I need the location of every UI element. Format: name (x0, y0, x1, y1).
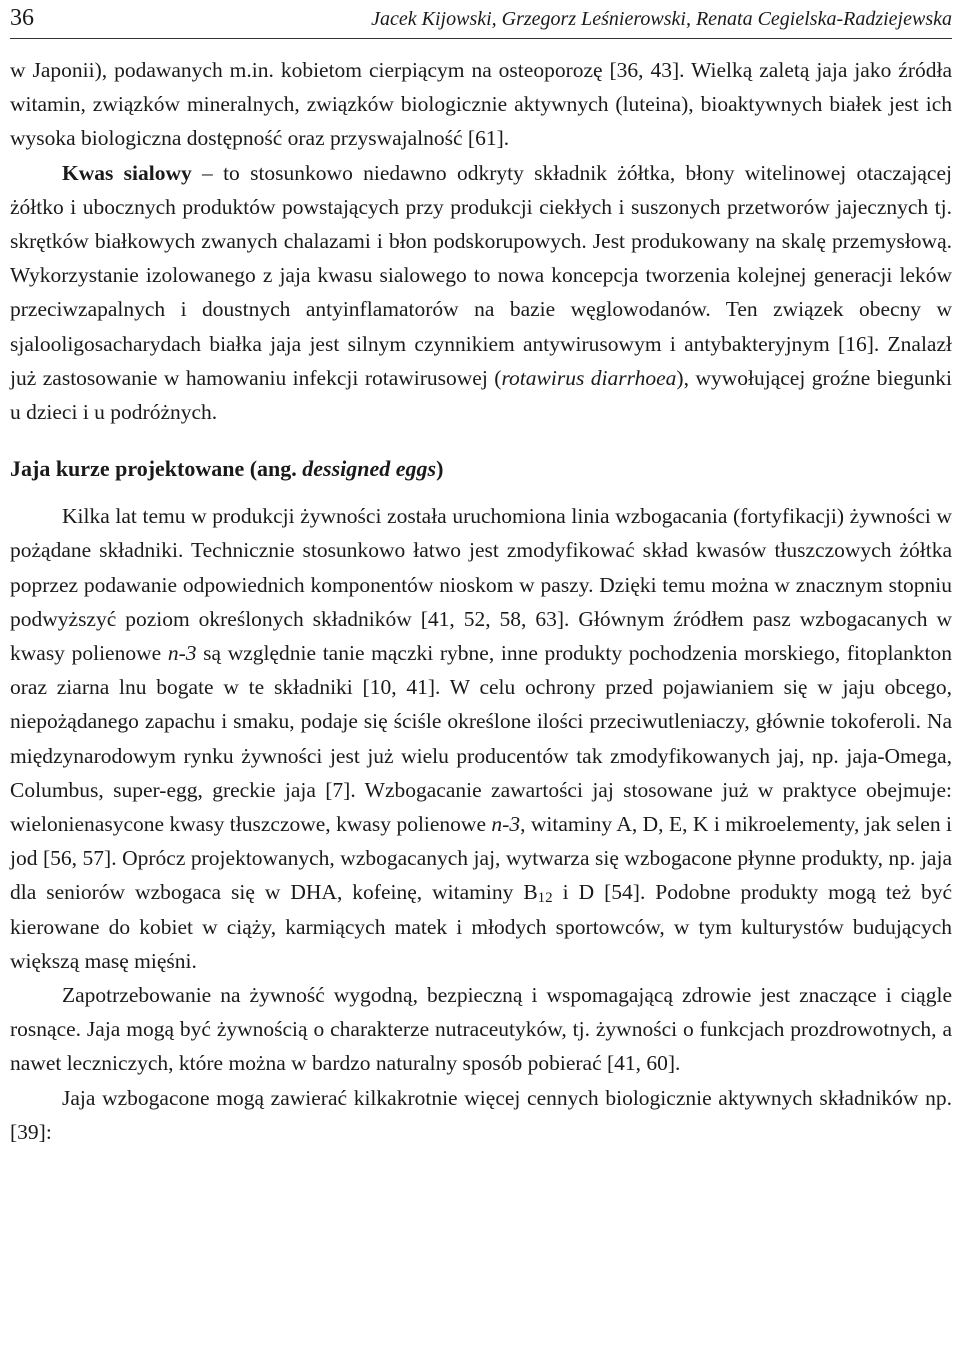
paragraph-sialic-acid (10, 156, 952, 430)
term-sialic-acid: Kwas sialowy (62, 160, 192, 185)
document-page (10, 0, 952, 1149)
term-n3: n-3 (491, 812, 521, 837)
paragraph-text: – to stosunkowo niedawno odkryty składnik żółtka, błony witelinowej otaczającej żółtko i ubocznych produktów powstających przy produkcji ciekłych i suszonych przetworów jajecznych tj. skrętków białkowych zwanych chalazami i błon podskorupowych. Jest produkowany na skalę przemysłową. Wykorzystanie izolowanego z jaja kwasu sialowego to nowa koncepcja tworzenia kolejnej generacji leków przeciwzapalnych i doustnych antyinflamatorów na bazie węglowodanów. Ten związek obecny w sjalooligosacharydach białka jaja jest silnym czynnikiem antywirusowym i antybakteryjnym [16]. Znalazł już zastosowanie w hamowaniu infekcji rotawirusowej ( (10, 160, 952, 390)
heading-text: Jaja kurze projektowane (ang. (10, 456, 303, 482)
subscript-12: 12 (537, 890, 553, 907)
running-header-authors: Jacek Kijowski, Grzegorz Leśnierowski, Renata Cegielska-Radziejewska (371, 8, 952, 30)
paragraph-text: ), wywołującej groźne biegunki u dzieci i u podróżnych. (10, 365, 953, 425)
page-number: 36 (10, 5, 34, 31)
paragraph-text: i D [54]. Podobne produkty mogą też być kierowane do kobiet w ciąży, karmiących matek i młodych sportowców, w tym kulturystów budujących większą masę mięśni. (10, 880, 952, 973)
paragraph-text: Kilka lat temu w produkcji żywności została uruchomiona linia wzbogacania (fortyfikacji) żywności w pożądane składniki. Technicznie stosunkowo łatwo jest zmodyfikować skład kwasów tłuszczowych żółtka poprzez podawanie odpowiednich komponentów nioskom w paszy. Dzięki temu można w znacznym stopniu podwyższyć poziom określonych składników [41, 52, 58, 63]. Głównym źródłem pasz wzbogacanych w kwasy polienowe (10, 504, 952, 666)
paragraph-convenience-food (10, 978, 952, 1081)
paragraph-text: , witaminy A, D, E, K i mikroelementy, jak selen i jod [56, 57]. Oprócz projektowanych, wzbogacanych jaj, wytwarza się wzbogacone płynne produkty, np. jaja dla seniorów wzbogaca się w DHA, kofeinę, witaminy B (10, 812, 952, 905)
term-n3: n-3 (167, 641, 197, 666)
term-rotavirus: rotawirus diarrhoea (501, 365, 677, 390)
paragraph-text: w Japonii), podawanych m.in. kobietom cierpiącym na osteoporozę [36, 43]. Wielką zaletą jaja jako źródła witamin, związków mineralnych, związków biologicznie aktywnych (luteina), bioaktywnych białek jest ich wysoka biologiczna dostępność oraz przyswajalność [61]. (10, 58, 952, 151)
paragraph-fortification (10, 499, 952, 978)
paragraph-text: są względnie tanie mączki rybne, inne produkty pochodzenia morskiego, fitoplankton oraz ziarna lnu bogate w te składniki [10, 41]. W celu ochrony przed pojawianiem się w jaju obcego, niepożądanego zapachu i smaku, podaje się ściśle określone ilości przeciwutleniaczy, głównie tokoferoli. Na międzynarodowym rynku żywności jest już wielu producentów tak zmodyfikowanych jaj, np. jaja-Omega, Columbus, super-egg, greckie jaja [7]. Wzbogacanie zawartości jaj stosowane już w praktyce obejmuje: wielonienasycone kwasy tłuszczowe, kwasy polienowe (10, 641, 952, 837)
section-heading-designed-eggs (10, 453, 952, 485)
paragraph-text: Zapotrzebowanie na żywność wygodną, bezpieczną i wspomagającą zdrowie jest znaczące i ciągle rosnące. Jaja mogą być żywnością o charakterze nutraceutyków, tj. żywności o funkcjach prozdrowotnych, a nawet leczniczych, które można w bardzo naturalny sposób pobierać [41, 60]. (10, 983, 952, 1076)
paragraph-text: Jaja wzbogacone mogą zawierać kilkakrotnie więcej cennych biologicznie aktywnych składników np. [39]: (10, 1085, 952, 1144)
document-body (10, 53, 952, 1149)
paragraph-enriched-eggs (10, 1081, 952, 1149)
paragraph-intro-continuation (10, 53, 952, 156)
heading-close: ) (436, 456, 444, 482)
heading-italic-term: dessigned eggs (302, 456, 437, 482)
running-header (10, 4, 952, 39)
